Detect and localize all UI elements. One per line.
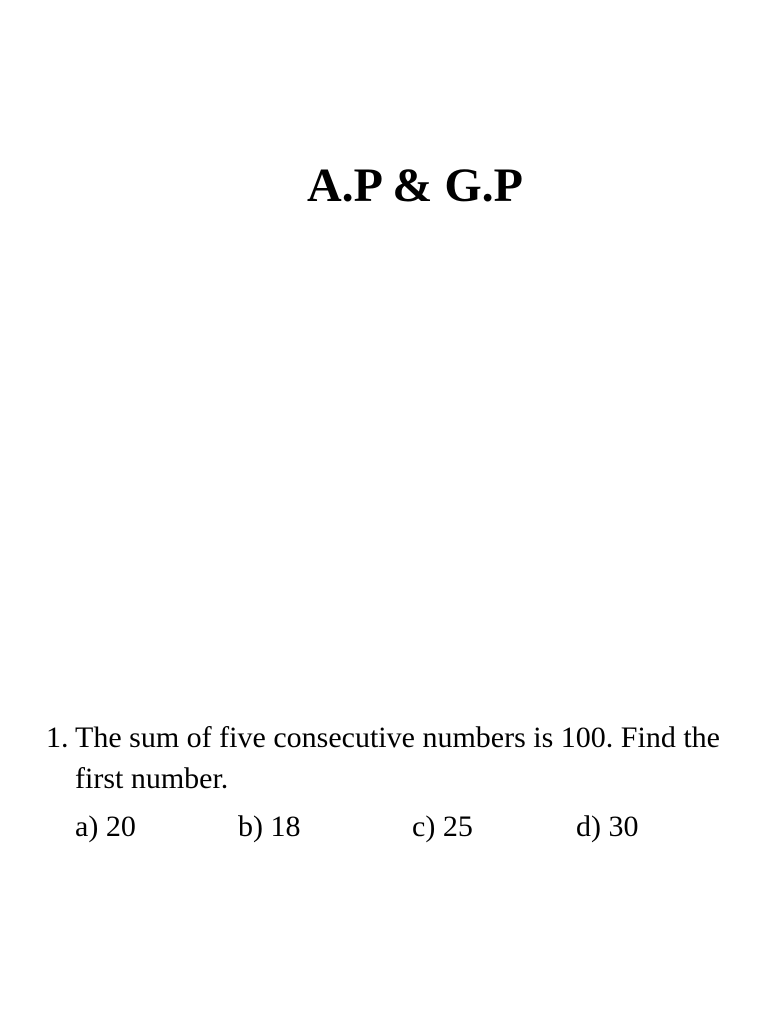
option-b-label: b)	[238, 810, 263, 843]
answer-options	[0, 805, 768, 849]
option-d-label: d)	[576, 810, 601, 843]
option-c-value: 25	[442, 810, 473, 843]
option-b-value: 18	[270, 810, 301, 843]
option-c	[412, 805, 473, 849]
page-title: A.P & G.P	[307, 159, 523, 212]
question-number: 1.	[46, 721, 69, 754]
question-1	[46, 717, 720, 799]
option-d	[576, 805, 639, 849]
question-text-row	[46, 717, 720, 799]
option-a-value: 20	[105, 810, 136, 843]
option-b	[238, 805, 301, 849]
option-a	[75, 805, 136, 849]
option-a-label: a)	[75, 810, 99, 843]
question-text: The sum of five consecutive numbers is 100. Find the first number.	[75, 721, 720, 795]
option-d-value: 30	[608, 810, 639, 843]
option-c-label: c)	[412, 810, 436, 843]
